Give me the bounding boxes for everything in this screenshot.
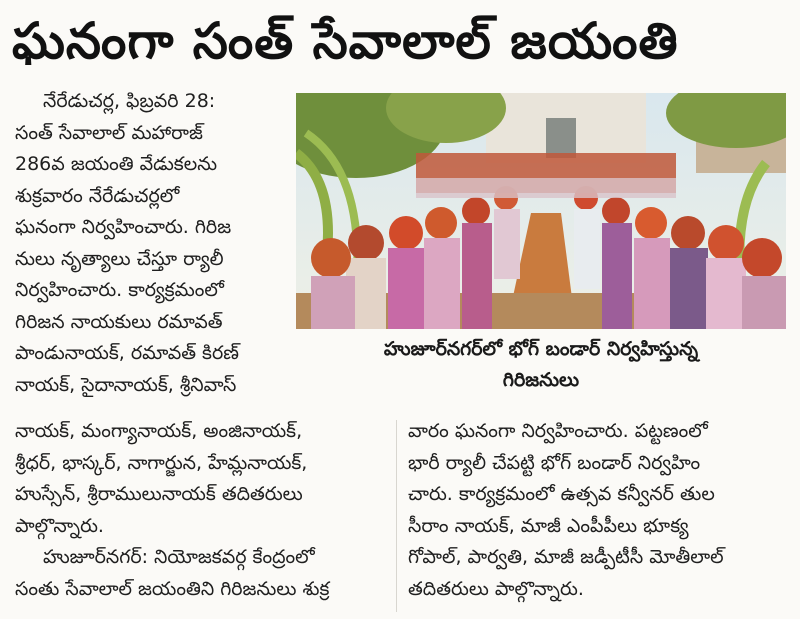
article-line: హుజూర్‌నగర్: నియోజకవర్గ కేంద్రంలో (43, 546, 315, 568)
article-line: వారం ఘనంగా నిర్వహించారు. పట్టణంలో (408, 420, 708, 442)
article-column-left-top (15, 86, 285, 401)
news-photo (296, 93, 786, 329)
article-column-left-bottom (15, 416, 395, 605)
article-line: చారు. కార్యక్రమంలో ఉత్సవ కన్వీనర్ తుల (408, 483, 715, 505)
article-line: సంత్ సేవాలాల్ మహారాజ్ (15, 121, 203, 144)
article-column-right-bottom (408, 416, 786, 605)
caption-line-1: హుజూర్‌నగర్‌లో భోగ్ బండార్ నిర్వహిస్తున్న (383, 338, 699, 360)
article-line: శ్రీధర్, భాస్కర్, నాగార్జున, హేమ్లనాయక్, (15, 451, 308, 474)
article-line: నులు నృత్యాలు చేస్తూ ర్యాలీ (15, 247, 224, 270)
article-line: సంతు సేవాలాల్ జయంతిని గిరిజనులు శుక్ర (15, 577, 330, 600)
photo-caption (296, 334, 786, 396)
article-line: భారీ ర్యాలీ చేపట్టి భోగ్ బండార్ నిర్వహిం (408, 451, 701, 474)
article-line: హుస్సేన్, శ్రీరాములునాయక్ తదితరులు (15, 483, 303, 505)
article-line: గిరిజన నాయకులు రమావత్ (15, 310, 223, 333)
article-line: నిర్వహించారు. కార్యక్రమంలో (15, 279, 224, 301)
article-line: నేరేడుచర్ల, ఫిబ్రవరి 28: (43, 90, 216, 112)
article-line: పాల్గొన్నారు. (15, 514, 104, 537)
headline: ఘనంగా సంత్ సేవాలాల్ జయంతి (12, 12, 679, 70)
article-line: 286వ జయంతి వేడుకలను (15, 153, 218, 175)
article-line: నాయక్, మంగ్యానాయక్, అంజినాయక్, (15, 420, 303, 442)
article-line: శుక్రవారం నేరేడుచర్లలో (15, 184, 180, 207)
article-line: గోపాల్, పార్వతి, మాజీ జడ్పీటీసీ మోతీలాల్ (408, 546, 724, 568)
article-line: ఘనంగా నిర్వహించారు. గిరిజ (15, 216, 232, 238)
article-line: తదితరులు పాల్గొన్నారు. (408, 577, 584, 600)
article-line: పాండునాయక్, రమావత్ కిరణ్ (15, 342, 239, 364)
column-divider (396, 420, 397, 612)
caption-line-2: గిరిజనులు (502, 369, 580, 391)
article-line: సీరాం నాయక్, మాజీ ఎంపీపీలు భూక్య (408, 514, 689, 537)
article-line: నాయక్, సైదానాయక్, శ్రీనివాస్ (15, 373, 237, 396)
photo-illustration (296, 93, 786, 329)
